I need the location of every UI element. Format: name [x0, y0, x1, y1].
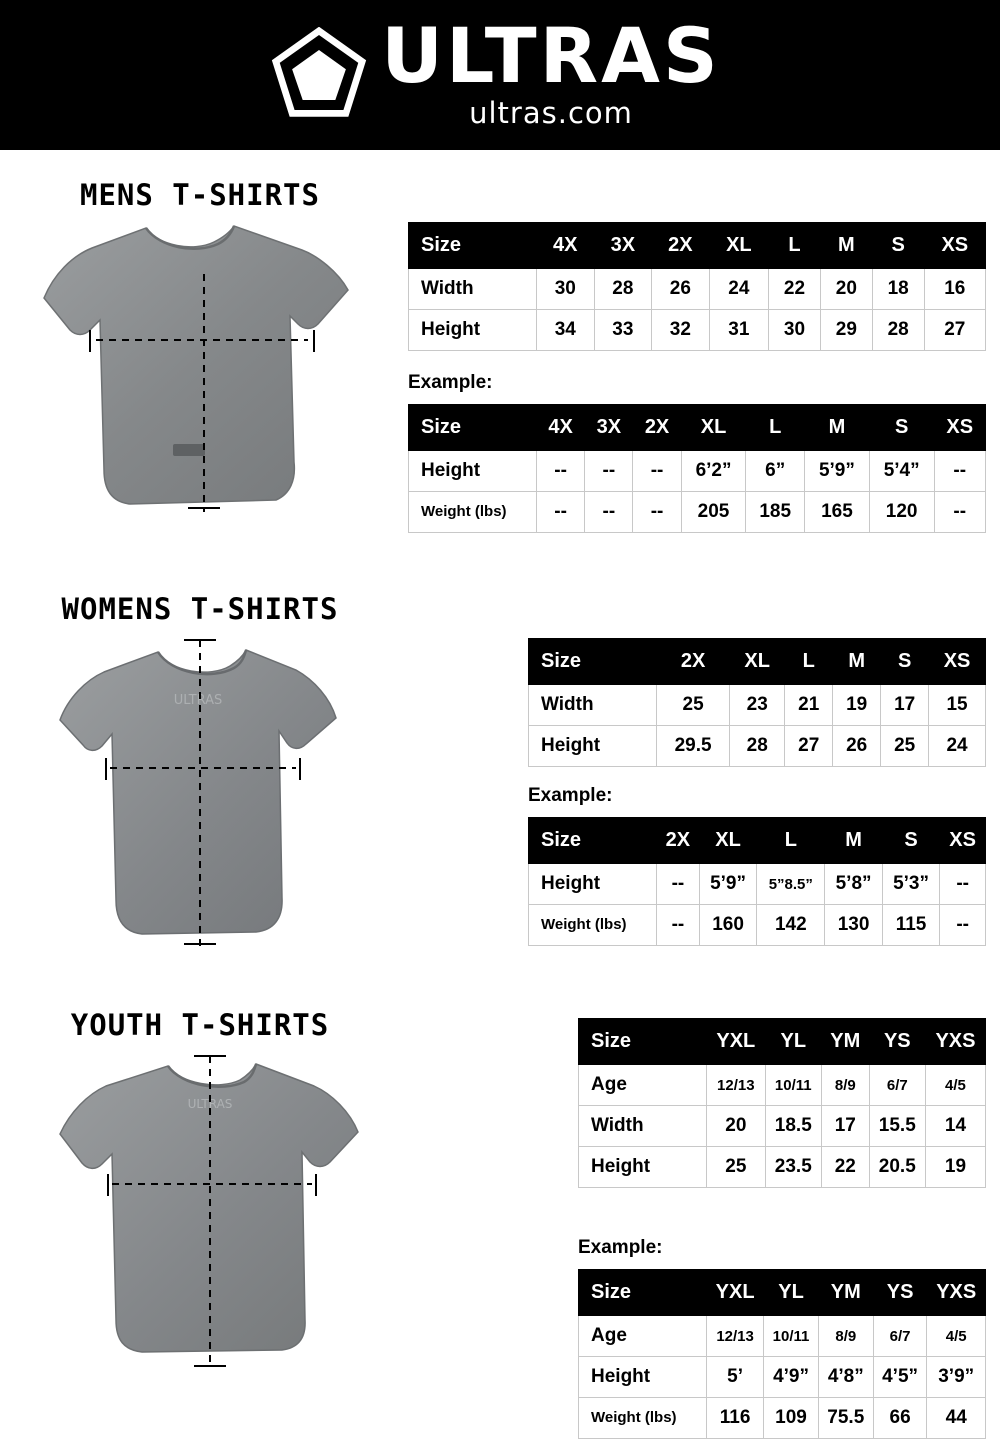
cell: 5”8.5” [757, 864, 825, 905]
cell: 22 [769, 269, 821, 310]
col-3x: 3X [585, 405, 633, 451]
cell: 29.5 [657, 726, 730, 767]
cell: 205 [681, 492, 746, 533]
col-xs: XS [929, 639, 986, 685]
table-row [529, 685, 986, 726]
cell: 20 [820, 269, 872, 310]
cell: 185 [746, 492, 805, 533]
col-xs: XS [924, 223, 985, 269]
col-yxl: YXL [707, 1019, 766, 1065]
cell: 25 [707, 1147, 766, 1188]
cell: 5’9” [699, 864, 756, 905]
cell: 6” [746, 451, 805, 492]
cell: 20 [707, 1106, 766, 1147]
row-label: Age [579, 1065, 707, 1106]
youth-example-label: Example: [578, 1237, 663, 1258]
cell: -- [657, 864, 700, 905]
cell: 109 [764, 1398, 819, 1439]
mens-size-table [408, 222, 986, 351]
table-row [409, 310, 986, 351]
cell: 10/11 [764, 1316, 819, 1357]
row-label: Weight (lbs) [579, 1398, 707, 1439]
cell: 4’9” [764, 1357, 819, 1398]
cell: 165 [805, 492, 870, 533]
col-xs: XS [934, 405, 985, 451]
cell: 33 [594, 310, 652, 351]
cell: 10/11 [765, 1065, 821, 1106]
cell: 15.5 [869, 1106, 925, 1147]
col-l: L [769, 223, 821, 269]
youth-section-title: YOUTH T-SHIRTS [70, 1008, 330, 1042]
col-4x: 4X [537, 405, 585, 451]
mens-example-table [408, 404, 986, 533]
col-s: S [869, 405, 934, 451]
cell: 29 [820, 310, 872, 351]
col-size: Size [529, 818, 657, 864]
cell: -- [633, 492, 681, 533]
col-ys: YS [873, 1270, 927, 1316]
cell: 23 [730, 685, 785, 726]
table-header-row [529, 639, 986, 685]
cell: 12/13 [707, 1065, 766, 1106]
table-row [529, 864, 986, 905]
cell: 14 [925, 1106, 985, 1147]
brand-lockup [271, 10, 721, 131]
womens-example-label: Example: [528, 785, 613, 806]
col-m: M [820, 223, 872, 269]
row-label: Width [529, 685, 657, 726]
cell: 27 [924, 310, 985, 351]
table-row [529, 726, 986, 767]
col-m: M [825, 818, 882, 864]
col-xs: XS [940, 818, 986, 864]
cell: 130 [825, 905, 882, 946]
cell: 24 [709, 269, 768, 310]
col-l: L [757, 818, 825, 864]
cell: -- [537, 492, 585, 533]
col-4x: 4X [537, 223, 595, 269]
cell: 27 [785, 726, 833, 767]
cell: 26 [833, 726, 881, 767]
col-yl: YL [765, 1019, 821, 1065]
row-label: Weight (lbs) [409, 492, 537, 533]
cell: -- [934, 492, 985, 533]
col-xl: XL [681, 405, 746, 451]
cell: 5’9” [805, 451, 870, 492]
col-size: Size [409, 223, 537, 269]
col-yxl: YXL [707, 1270, 764, 1316]
col-2x: 2X [657, 818, 700, 864]
womens-section-title: WOMENS T-SHIRTS [61, 592, 339, 626]
cell: 115 [882, 905, 939, 946]
cell: 4/5 [927, 1316, 986, 1357]
col-s: S [872, 223, 924, 269]
table-row [409, 492, 986, 533]
col-size: Size [579, 1019, 707, 1065]
row-label: Height [579, 1147, 707, 1188]
col-2x: 2X [633, 405, 681, 451]
cell: 5’8” [825, 864, 882, 905]
section-youth [0, 1000, 1000, 1444]
cell: 34 [537, 310, 595, 351]
cell: -- [934, 451, 985, 492]
cell: 5’4” [869, 451, 934, 492]
cell: 44 [927, 1398, 986, 1439]
brand-text [381, 10, 721, 131]
cell: 32 [652, 310, 710, 351]
youth-tshirt-illustration [50, 1042, 370, 1382]
cell: -- [657, 905, 700, 946]
col-2x: 2X [652, 223, 710, 269]
col-l: L [746, 405, 805, 451]
cell: 19 [925, 1147, 985, 1188]
brand-url: ultras.com [469, 96, 633, 131]
col-l: L [785, 639, 833, 685]
col-m: M [833, 639, 881, 685]
cell: 22 [821, 1147, 869, 1188]
cell: 5’3” [882, 864, 939, 905]
table-header-row [409, 223, 986, 269]
row-label: Weight (lbs) [529, 905, 657, 946]
col-xl: XL [730, 639, 785, 685]
cell: 4’5” [873, 1357, 927, 1398]
cell: 8/9 [821, 1065, 869, 1106]
cell: 23.5 [765, 1147, 821, 1188]
row-label: Age [579, 1316, 707, 1357]
cell: 15 [929, 685, 986, 726]
cell: 120 [869, 492, 934, 533]
mens-tshirt-illustration [18, 212, 378, 542]
cell: -- [940, 905, 986, 946]
row-label: Height [579, 1357, 707, 1398]
col-ym: YM [818, 1270, 873, 1316]
cell: 18 [872, 269, 924, 310]
cell: 26 [652, 269, 710, 310]
cell: 24 [929, 726, 986, 767]
cell: 8/9 [818, 1316, 873, 1357]
table-header-row [579, 1019, 986, 1065]
table-row [409, 269, 986, 310]
table-row [579, 1316, 986, 1357]
cell: 28 [730, 726, 785, 767]
womens-example-table [528, 817, 986, 946]
mens-example-label: Example: [408, 372, 493, 393]
womens-size-table [528, 638, 986, 767]
mens-section-title: MENS T-SHIRTS [80, 178, 320, 212]
col-2x: 2X [657, 639, 730, 685]
table-row [579, 1147, 986, 1188]
cell: 6/7 [869, 1065, 925, 1106]
col-3x: 3X [594, 223, 652, 269]
cell: -- [633, 451, 681, 492]
col-yxs: YXS [927, 1270, 986, 1316]
cell: 17 [821, 1106, 869, 1147]
cell: -- [585, 451, 633, 492]
table-row [579, 1065, 986, 1106]
cell: 160 [699, 905, 756, 946]
cell: -- [585, 492, 633, 533]
cell: 66 [873, 1398, 927, 1439]
table-row [579, 1398, 986, 1439]
cell: -- [537, 451, 585, 492]
youth-size-table [578, 1018, 986, 1188]
row-label: Height [409, 310, 537, 351]
cell: 116 [707, 1398, 764, 1439]
cell: 18.5 [765, 1106, 821, 1147]
row-label: Width [409, 269, 537, 310]
table-row [579, 1106, 986, 1147]
cell: 20.5 [869, 1147, 925, 1188]
col-m: M [805, 405, 870, 451]
cell: 75.5 [818, 1398, 873, 1439]
col-s: S [882, 818, 939, 864]
cell: 25 [657, 685, 730, 726]
col-size: Size [409, 405, 537, 451]
col-size: Size [579, 1270, 707, 1316]
row-label: Height [409, 451, 537, 492]
youth-example-table [578, 1269, 986, 1439]
table-header-row [409, 405, 986, 451]
pentagon-shield-icon [271, 27, 367, 123]
row-label: Width [579, 1106, 707, 1147]
cell: 4/5 [925, 1065, 985, 1106]
brand-name: ULTRAS [381, 10, 721, 100]
cell: 28 [594, 269, 652, 310]
table-row [579, 1357, 986, 1398]
svg-text:ULTRAS: ULTRAS [173, 693, 223, 708]
col-yxs: YXS [925, 1019, 985, 1065]
row-label: Height [529, 726, 657, 767]
cell: 28 [872, 310, 924, 351]
cell: 12/13 [707, 1316, 764, 1357]
row-label: Height [529, 864, 657, 905]
col-ys: YS [869, 1019, 925, 1065]
cell: 6’2” [681, 451, 746, 492]
table-header-row [529, 818, 986, 864]
table-row [529, 905, 986, 946]
womens-tshirt-illustration [38, 630, 358, 980]
site-header [0, 0, 1000, 150]
cell: 31 [709, 310, 768, 351]
table-row [409, 451, 986, 492]
col-size: Size [529, 639, 657, 685]
cell: 16 [924, 269, 985, 310]
col-xl: XL [699, 818, 756, 864]
svg-text:ULTRAS: ULTRAS [187, 1097, 233, 1111]
col-ym: YM [821, 1019, 869, 1065]
col-s: S [881, 639, 929, 685]
col-yl: YL [764, 1270, 819, 1316]
cell: -- [940, 864, 986, 905]
cell: 19 [833, 685, 881, 726]
section-womens [0, 580, 1000, 1000]
cell: 6/7 [873, 1316, 927, 1357]
cell: 4’8” [818, 1357, 873, 1398]
table-header-row [579, 1270, 986, 1316]
cell: 25 [881, 726, 929, 767]
cell: 21 [785, 685, 833, 726]
cell: 3’9” [927, 1357, 986, 1398]
cell: 5’ [707, 1357, 764, 1398]
cell: 30 [537, 269, 595, 310]
cell: 30 [769, 310, 821, 351]
cell: 17 [881, 685, 929, 726]
col-xl: XL [709, 223, 768, 269]
cell: 142 [757, 905, 825, 946]
section-mens [0, 150, 1000, 580]
